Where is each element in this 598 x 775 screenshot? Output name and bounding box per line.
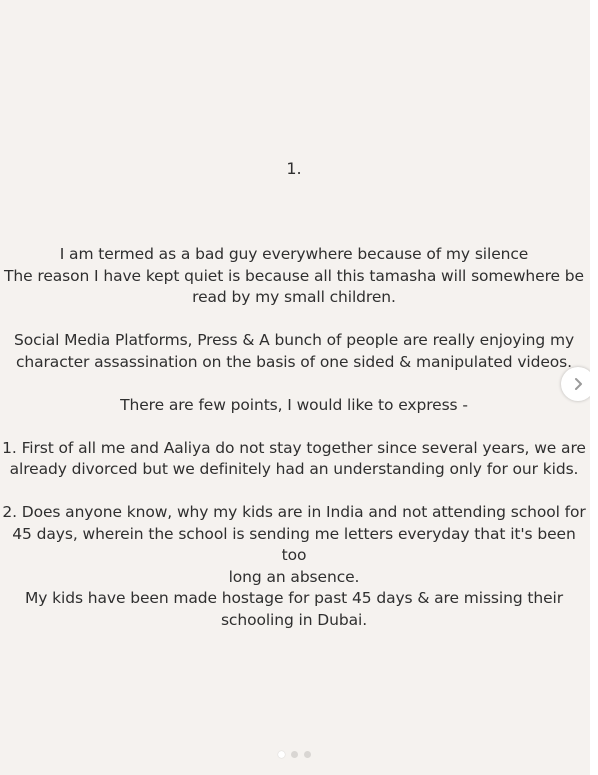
page-edge [590, 0, 598, 775]
paragraph-silence: I am termed as a bad guy everywhere because of my silence The reason I have kept quiet is because all this tamasha will somewhere be read by my small children. [4, 245, 584, 306]
paragraph-points-intro: There are few points, I would like to express - [120, 395, 468, 414]
carousel-dots [0, 751, 588, 758]
page-number: 1. [286, 159, 302, 178]
paragraph-point-1: 1. First of all me and Aaliya do not stay together since several years, we are already divorced but we definitely had an understanding only for our kids. [2, 438, 586, 478]
chevron-right-icon [571, 377, 585, 391]
paragraph-social-media: Social Media Platforms, Press & A bunch of people are really enjoying my character assassination on the basis of one sided & manipulated videos. [13, 331, 575, 371]
carousel-dot[interactable] [291, 751, 298, 758]
post-text [0, 244, 588, 631]
carousel-dot[interactable] [278, 751, 285, 758]
paragraph-point-2: 2. Does anyone know, why my kids are in India and not attending school for 45 days, wherein the school is sending me letters everyday that it's been too long an absence. My kids have been made hostage for past 45 days & are missing their schooling in Dubai. [2, 503, 586, 629]
carousel-dot[interactable] [304, 751, 311, 758]
